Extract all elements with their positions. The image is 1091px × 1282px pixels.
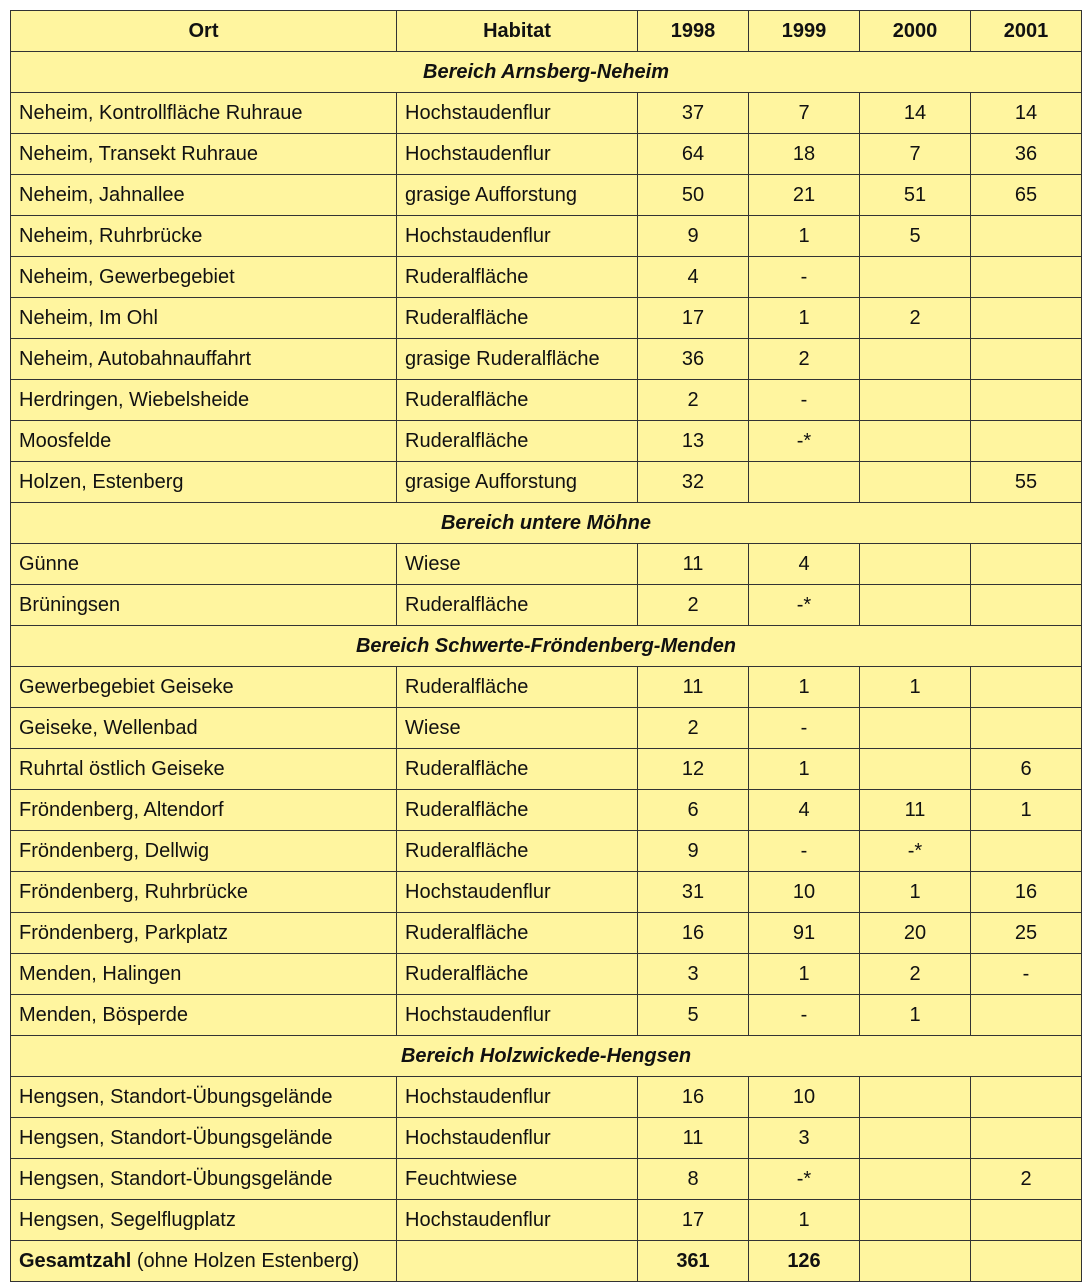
- table-row: [11, 872, 1082, 913]
- cell-2001: [971, 667, 1082, 708]
- cell-1998: 2: [638, 708, 749, 749]
- total-label-note: (ohne Holzen Estenberg): [131, 1249, 360, 1272]
- cell-ort: Neheim, Gewerbegebiet: [11, 257, 397, 298]
- cell-2001: 55: [971, 462, 1082, 503]
- cell-ort: Fröndenberg, Altendorf: [11, 790, 397, 831]
- cell-ort: Moosfelde: [11, 421, 397, 462]
- cell-1998: 16: [638, 913, 749, 954]
- cell-ort: Fröndenberg, Dellwig: [11, 831, 397, 872]
- cell-2000: [860, 544, 971, 585]
- header-2000: 2000: [860, 11, 971, 52]
- cell-habitat: Hochstaudenflur: [397, 93, 638, 134]
- cell-2000: 7: [860, 134, 971, 175]
- cell-2000: [860, 421, 971, 462]
- cell-2001: 1: [971, 790, 1082, 831]
- table-row: [11, 995, 1082, 1036]
- cell-2001: [971, 1200, 1082, 1241]
- cell-1999: 1: [749, 1200, 860, 1241]
- total-1998: 361: [638, 1241, 749, 1282]
- cell-1999: 2: [749, 339, 860, 380]
- total-habitat-empty: [397, 1241, 638, 1282]
- cell-ort: Hengsen, Segelflugplatz: [11, 1200, 397, 1241]
- cell-1999: 1: [749, 749, 860, 790]
- cell-habitat: Hochstaudenflur: [397, 995, 638, 1036]
- cell-1999: -: [749, 257, 860, 298]
- total-1999: 126: [749, 1241, 860, 1282]
- table-row: [11, 421, 1082, 462]
- cell-ort: Günne: [11, 544, 397, 585]
- cell-1998: 4: [638, 257, 749, 298]
- table-row: [11, 585, 1082, 626]
- table-row: [11, 380, 1082, 421]
- table-row: [11, 667, 1082, 708]
- cell-ort: Fröndenberg, Parkplatz: [11, 913, 397, 954]
- cell-habitat: Ruderalfläche: [397, 831, 638, 872]
- table-row: [11, 1118, 1082, 1159]
- table-row: [11, 749, 1082, 790]
- cell-ort: Neheim, Transekt Ruhraue: [11, 134, 397, 175]
- cell-1999: -*: [749, 421, 860, 462]
- cell-ort: Fröndenberg, Ruhrbrücke: [11, 872, 397, 913]
- table-row: [11, 134, 1082, 175]
- cell-2001: [971, 544, 1082, 585]
- cell-2000: 1: [860, 995, 971, 1036]
- cell-habitat: Ruderalfläche: [397, 298, 638, 339]
- cell-1999: 21: [749, 175, 860, 216]
- cell-ort: Neheim, Autobahnauffahrt: [11, 339, 397, 380]
- cell-habitat: Wiese: [397, 544, 638, 585]
- cell-2000: 14: [860, 93, 971, 134]
- table-row: [11, 257, 1082, 298]
- table-row: [11, 93, 1082, 134]
- cell-2000: [860, 708, 971, 749]
- cell-2000: 2: [860, 954, 971, 995]
- cell-1999: 1: [749, 954, 860, 995]
- cell-habitat: Hochstaudenflur: [397, 216, 638, 257]
- cell-1999: 4: [749, 544, 860, 585]
- cell-1998: 50: [638, 175, 749, 216]
- header-row: [11, 11, 1082, 52]
- cell-ort: Gewerbegebiet Geiseke: [11, 667, 397, 708]
- data-table: [10, 10, 1082, 1282]
- cell-ort: Hengsen, Standort-Übungsgelände: [11, 1118, 397, 1159]
- cell-2001: [971, 1077, 1082, 1118]
- cell-1999: 91: [749, 913, 860, 954]
- cell-1998: 17: [638, 298, 749, 339]
- cell-2001: [971, 421, 1082, 462]
- cell-2001: [971, 585, 1082, 626]
- cell-1998: 13: [638, 421, 749, 462]
- total-label-bold: Gesamtzahl: [19, 1249, 132, 1272]
- cell-2000: [860, 1200, 971, 1241]
- table-row: [11, 913, 1082, 954]
- cell-ort: Hengsen, Standort-Übungsgelände: [11, 1077, 397, 1118]
- cell-2001: 25: [971, 913, 1082, 954]
- cell-2001: 6: [971, 749, 1082, 790]
- cell-2001: 16: [971, 872, 1082, 913]
- cell-1998: 8: [638, 1159, 749, 1200]
- cell-2001: [971, 339, 1082, 380]
- table-row: [11, 462, 1082, 503]
- table-row: [11, 708, 1082, 749]
- section-heading: Bereich Schwerte-Fröndenberg-Menden: [11, 626, 1082, 667]
- cell-1999: [749, 462, 860, 503]
- cell-1999: -: [749, 831, 860, 872]
- cell-habitat: Hochstaudenflur: [397, 134, 638, 175]
- cell-habitat: Wiese: [397, 708, 638, 749]
- cell-1998: 16: [638, 1077, 749, 1118]
- cell-1999: 10: [749, 1077, 860, 1118]
- cell-2000: [860, 380, 971, 421]
- cell-2000: [860, 1159, 971, 1200]
- cell-1998: 32: [638, 462, 749, 503]
- total-2000: [860, 1241, 971, 1282]
- cell-2000: [860, 257, 971, 298]
- section-row: [11, 503, 1082, 544]
- cell-1999: 1: [749, 667, 860, 708]
- cell-2001: [971, 380, 1082, 421]
- cell-2000: 5: [860, 216, 971, 257]
- cell-2000: 51: [860, 175, 971, 216]
- cell-2001: 2: [971, 1159, 1082, 1200]
- section-heading: Bereich Arnsberg-Neheim: [11, 52, 1082, 93]
- cell-habitat: grasige Aufforstung: [397, 462, 638, 503]
- cell-2001: [971, 1118, 1082, 1159]
- cell-habitat: Ruderalfläche: [397, 257, 638, 298]
- table-row: [11, 339, 1082, 380]
- cell-1998: 11: [638, 1118, 749, 1159]
- cell-habitat: Ruderalfläche: [397, 421, 638, 462]
- table-container: [10, 10, 1081, 1271]
- table-row: [11, 1159, 1082, 1200]
- cell-ort: Holzen, Estenberg: [11, 462, 397, 503]
- cell-2000: 20: [860, 913, 971, 954]
- cell-2001: -: [971, 954, 1082, 995]
- cell-habitat: Ruderalfläche: [397, 913, 638, 954]
- cell-1998: 9: [638, 831, 749, 872]
- cell-2001: [971, 216, 1082, 257]
- cell-ort: Menden, Bösperde: [11, 995, 397, 1036]
- cell-1999: 18: [749, 134, 860, 175]
- cell-2001: 36: [971, 134, 1082, 175]
- cell-ort: Ruhrtal östlich Geiseke: [11, 749, 397, 790]
- cell-ort: Neheim, Ruhrbrücke: [11, 216, 397, 257]
- cell-2000: -*: [860, 831, 971, 872]
- cell-2000: 1: [860, 667, 971, 708]
- cell-2001: [971, 257, 1082, 298]
- cell-1999: 10: [749, 872, 860, 913]
- cell-1999: 1: [749, 216, 860, 257]
- cell-habitat: Hochstaudenflur: [397, 1200, 638, 1241]
- table-row: [11, 954, 1082, 995]
- table-row: [11, 216, 1082, 257]
- cell-habitat: grasige Aufforstung: [397, 175, 638, 216]
- cell-ort: Neheim, Kontrollfläche Ruhraue: [11, 93, 397, 134]
- cell-habitat: Feuchtwiese: [397, 1159, 638, 1200]
- cell-2001: [971, 298, 1082, 339]
- cell-1998: 2: [638, 380, 749, 421]
- cell-1998: 5: [638, 995, 749, 1036]
- section-heading: Bereich Holzwickede-Hengsen: [11, 1036, 1082, 1077]
- cell-1998: 31: [638, 872, 749, 913]
- cell-1998: 12: [638, 749, 749, 790]
- cell-1999: -*: [749, 585, 860, 626]
- table-row: [11, 831, 1082, 872]
- cell-habitat: grasige Ruderalfläche: [397, 339, 638, 380]
- cell-2000: 1: [860, 872, 971, 913]
- cell-1999: -: [749, 995, 860, 1036]
- cell-1999: -*: [749, 1159, 860, 1200]
- cell-1998: 11: [638, 544, 749, 585]
- cell-1999: 7: [749, 93, 860, 134]
- cell-2000: 2: [860, 298, 971, 339]
- table-row: [11, 544, 1082, 585]
- cell-2001: 14: [971, 93, 1082, 134]
- cell-2001: [971, 708, 1082, 749]
- header-1999: 1999: [749, 11, 860, 52]
- header-habitat: Habitat: [397, 11, 638, 52]
- cell-ort: Menden, Halingen: [11, 954, 397, 995]
- cell-ort: Geiseke, Wellenbad: [11, 708, 397, 749]
- cell-habitat: Hochstaudenflur: [397, 1118, 638, 1159]
- cell-2001: 65: [971, 175, 1082, 216]
- cell-1999: 1: [749, 298, 860, 339]
- cell-2000: [860, 1118, 971, 1159]
- cell-2001: [971, 995, 1082, 1036]
- cell-1998: 9: [638, 216, 749, 257]
- cell-1998: 11: [638, 667, 749, 708]
- cell-ort: Neheim, Im Ohl: [11, 298, 397, 339]
- cell-1999: -: [749, 380, 860, 421]
- section-row: [11, 52, 1082, 93]
- section-row: [11, 1036, 1082, 1077]
- cell-habitat: Ruderalfläche: [397, 667, 638, 708]
- section-heading: Bereich untere Möhne: [11, 503, 1082, 544]
- cell-habitat: Ruderalfläche: [397, 380, 638, 421]
- cell-1998: 17: [638, 1200, 749, 1241]
- table-row: [11, 298, 1082, 339]
- cell-1998: 2: [638, 585, 749, 626]
- cell-1999: 4: [749, 790, 860, 831]
- cell-habitat: Ruderalfläche: [397, 749, 638, 790]
- cell-1999: 3: [749, 1118, 860, 1159]
- cell-ort: Hengsen, Standort-Übungsgelände: [11, 1159, 397, 1200]
- cell-habitat: Ruderalfläche: [397, 790, 638, 831]
- header-2001: 2001: [971, 11, 1082, 52]
- table-row: [11, 1077, 1082, 1118]
- cell-ort: Neheim, Jahnallee: [11, 175, 397, 216]
- table-row: [11, 175, 1082, 216]
- table-row: [11, 1200, 1082, 1241]
- cell-2000: [860, 749, 971, 790]
- header-1998: 1998: [638, 11, 749, 52]
- cell-habitat: Ruderalfläche: [397, 954, 638, 995]
- cell-habitat: Hochstaudenflur: [397, 872, 638, 913]
- cell-2000: [860, 585, 971, 626]
- cell-1998: 37: [638, 93, 749, 134]
- cell-2001: [971, 831, 1082, 872]
- header-ort: Ort: [11, 11, 397, 52]
- cell-habitat: Hochstaudenflur: [397, 1077, 638, 1118]
- cell-1999: -: [749, 708, 860, 749]
- cell-2000: 11: [860, 790, 971, 831]
- cell-1998: 36: [638, 339, 749, 380]
- cell-1998: 3: [638, 954, 749, 995]
- total-2001: [971, 1241, 1082, 1282]
- cell-2000: [860, 339, 971, 380]
- total-label: [11, 1241, 397, 1282]
- total-row: [11, 1241, 1082, 1282]
- section-row: [11, 626, 1082, 667]
- cell-ort: Brüningsen: [11, 585, 397, 626]
- cell-ort: Herdringen, Wiebelsheide: [11, 380, 397, 421]
- cell-2000: [860, 462, 971, 503]
- table-body: [11, 52, 1082, 1282]
- cell-2000: [860, 1077, 971, 1118]
- cell-1998: 6: [638, 790, 749, 831]
- cell-habitat: Ruderalfläche: [397, 585, 638, 626]
- cell-1998: 64: [638, 134, 749, 175]
- table-row: [11, 790, 1082, 831]
